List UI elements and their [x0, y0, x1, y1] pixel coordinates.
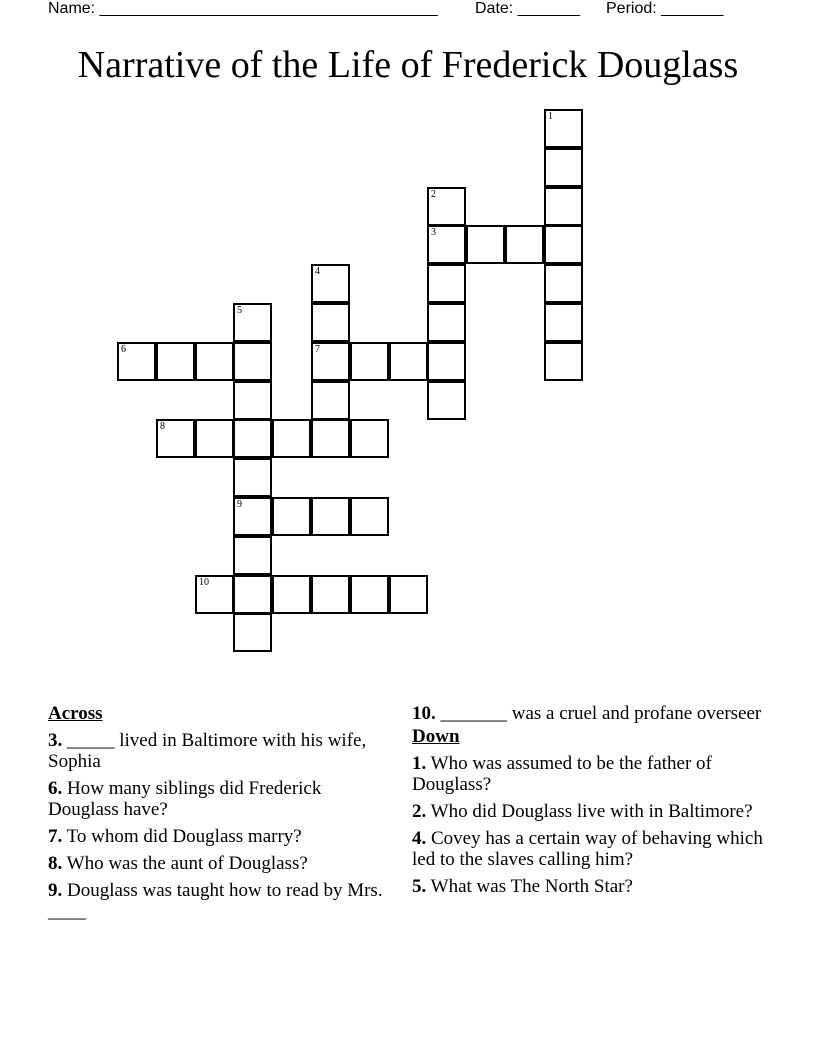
grid-cell[interactable] — [350, 497, 389, 536]
grid-cell[interactable] — [233, 458, 272, 497]
cell-number: 6 — [121, 344, 126, 355]
page-title: Narrative of the Life of Frederick Douglass — [77, 44, 739, 86]
grid-cell[interactable] — [544, 264, 583, 303]
grid-cell[interactable] — [233, 497, 272, 536]
clue-down-1: 1. Who was assumed to be the father of Douglass? — [412, 753, 712, 795]
clue-across-9: 9. Douglass was taught how to read by Mrs. ____ — [48, 880, 383, 922]
grid-cell[interactable] — [466, 225, 505, 264]
grid-cell[interactable] — [350, 342, 389, 381]
grid-cell[interactable] — [195, 419, 234, 458]
grid-cell[interactable] — [195, 575, 234, 614]
clues-left-column — [48, 703, 388, 928]
grid-cell[interactable] — [544, 148, 583, 187]
grid-cell[interactable] — [389, 342, 428, 381]
grid-cell[interactable] — [233, 536, 272, 575]
grid-cell[interactable] — [117, 342, 156, 381]
cell-number: 2 — [431, 189, 436, 200]
clue-across-10: 10. _______ was a cruel and profane overseer — [412, 703, 762, 724]
clue-down-2: 2. Who did Douglass live with in Baltimore? — [412, 801, 753, 822]
grid-cell[interactable] — [233, 342, 272, 381]
clue-across-6: 6. How many siblings did Frederick Douglass have? — [48, 778, 322, 820]
cell-number: 7 — [315, 344, 320, 355]
grid-cell[interactable] — [427, 381, 466, 420]
grid-cell[interactable] — [544, 225, 583, 264]
grid-cell[interactable] — [427, 342, 466, 381]
period-field-label[interactable]: Period: _______ — [606, 0, 724, 17]
grid-cell[interactable] — [311, 497, 350, 536]
clue-across-7: 7. To whom did Douglass marry? — [48, 826, 302, 847]
grid-cell[interactable] — [233, 613, 272, 652]
down-heading: Down — [412, 726, 460, 747]
across-heading: Across — [48, 703, 103, 724]
grid-cell[interactable] — [505, 225, 544, 264]
grid-cell[interactable] — [311, 575, 350, 614]
grid-cell[interactable] — [544, 342, 583, 381]
date-field-label[interactable]: Date: _______ — [475, 0, 580, 17]
clue-across-3: 3. _____ lived in Baltimore with his wife, Sophia — [48, 730, 367, 772]
cell-number: 1 — [548, 111, 553, 122]
grid-cell[interactable] — [195, 342, 234, 381]
grid-cell[interactable] — [311, 303, 350, 342]
clue-down-4: 4. Covey has a certain way of behaving which led to the slaves calling him? — [412, 828, 763, 870]
clues-right-column — [412, 703, 782, 903]
clue-down-5: 5. What was The North Star? — [412, 876, 633, 897]
grid-cell[interactable] — [156, 342, 195, 381]
grid-cell[interactable] — [544, 109, 583, 148]
cell-number: 4 — [315, 266, 320, 277]
grid-cell[interactable] — [272, 497, 311, 536]
grid-cell[interactable] — [427, 303, 466, 342]
grid-cell[interactable] — [350, 575, 389, 614]
grid-cell[interactable] — [311, 381, 350, 420]
grid-cell[interactable] — [544, 187, 583, 226]
cell-number: 5 — [237, 305, 242, 316]
grid-cell[interactable] — [272, 575, 311, 614]
grid-cell[interactable] — [233, 303, 272, 342]
grid-cell[interactable] — [233, 419, 272, 458]
grid-cell[interactable] — [156, 419, 195, 458]
cell-number: 8 — [160, 421, 165, 432]
grid-cell[interactable] — [311, 342, 350, 381]
cell-number: 9 — [237, 499, 242, 510]
grid-cell[interactable] — [544, 303, 583, 342]
grid-cell[interactable] — [427, 225, 466, 264]
grid-cell[interactable] — [427, 187, 466, 226]
name-field-label[interactable]: Name: ______________________________________ — [48, 0, 438, 17]
grid-cell[interactable] — [233, 575, 272, 614]
grid-cell[interactable] — [427, 264, 466, 303]
cell-number: 3 — [431, 227, 436, 238]
grid-cell[interactable] — [311, 419, 350, 458]
cell-number: 10 — [199, 577, 209, 588]
grid-cell[interactable] — [389, 575, 428, 614]
grid-cell[interactable] — [272, 419, 311, 458]
grid-cell[interactable] — [311, 264, 350, 303]
grid-cell[interactable] — [233, 381, 272, 420]
grid-cell[interactable] — [350, 419, 389, 458]
clue-across-8: 8. Who was the aunt of Douglass? — [48, 853, 308, 874]
